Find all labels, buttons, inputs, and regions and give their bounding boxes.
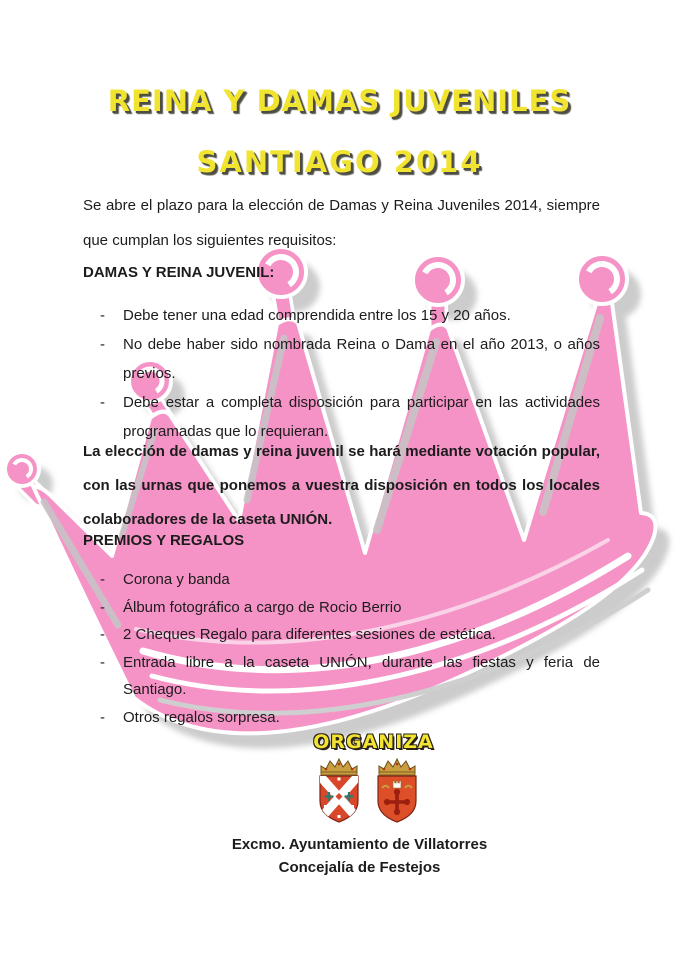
footer-department: Concejalía de Festejos	[278, 859, 441, 876]
bullet-dash: -	[100, 336, 105, 353]
list-item-text: 2 Cheques Regalo para diferentes sesiones de estética.	[123, 626, 496, 643]
bullet-dash: -	[100, 653, 105, 671]
list-item	[100, 330, 600, 388]
bullet-dash: -	[100, 626, 105, 643]
list-item	[100, 621, 600, 649]
list-item	[100, 649, 600, 704]
election-paragraph: La elección de damas y reina juvenil se hará mediante votación popular, con las urnas que ponemos a vuestra disposición en todos los locales colaboradores de la caseta UNIÓN.	[83, 443, 600, 528]
organiza-label: ORGANIZA	[313, 731, 434, 753]
list-item	[100, 566, 600, 594]
bullet-dash: -	[100, 598, 105, 616]
poster-title-line2: SANTIAGO 2014	[196, 145, 483, 179]
intro-paragraph: Se abre el plazo para la elección de Damas y Reina Juveniles 2014, siempre que cumplan los siguientes requisitos:	[83, 197, 600, 249]
list-item-text: Álbum fotográfico a cargo de Rocio Berrio	[123, 598, 402, 616]
list-item	[100, 301, 600, 330]
coat-of-arms-right-icon	[374, 757, 420, 825]
bullet-dash: -	[100, 708, 105, 726]
list-item-text: No debe haber sido nombrada Reina o Dama en el año 2013, o años previos.	[123, 336, 600, 382]
footer-organization: Excmo. Ayuntamiento de Villatorres	[231, 836, 488, 853]
list-item-text: Debe tener una edad comprendida entre los 15 y 20 años.	[123, 307, 511, 324]
list-item	[100, 594, 600, 622]
section-heading-prizes: PREMIOS Y REGALOS	[83, 532, 245, 549]
list-item-text: Corona y banda	[123, 571, 230, 588]
bullet-dash: -	[100, 307, 105, 324]
coat-of-arms-left-icon	[316, 757, 362, 825]
list-item-text: Otros regalos sorpresa.	[123, 708, 280, 726]
list-item-text: Entrada libre a la caseta UNIÓN, durante las fiestas y feria de Santiago.	[123, 653, 600, 698]
poster-title-line1: REINA Y DAMAS JUVENILES	[107, 84, 572, 118]
bullet-dash: -	[100, 571, 105, 588]
list-item	[100, 704, 600, 732]
bullet-dash: -	[100, 394, 105, 411]
section-heading-requirements: DAMAS Y REINA JUVENIL:	[83, 264, 275, 281]
prizes-list	[100, 566, 600, 731]
list-item-text: Debe estar a completa disposición para participar en las actividades programadas que lo requieran.	[123, 394, 600, 440]
coats-of-arms	[28, 757, 679, 825]
requirements-list	[100, 301, 600, 446]
